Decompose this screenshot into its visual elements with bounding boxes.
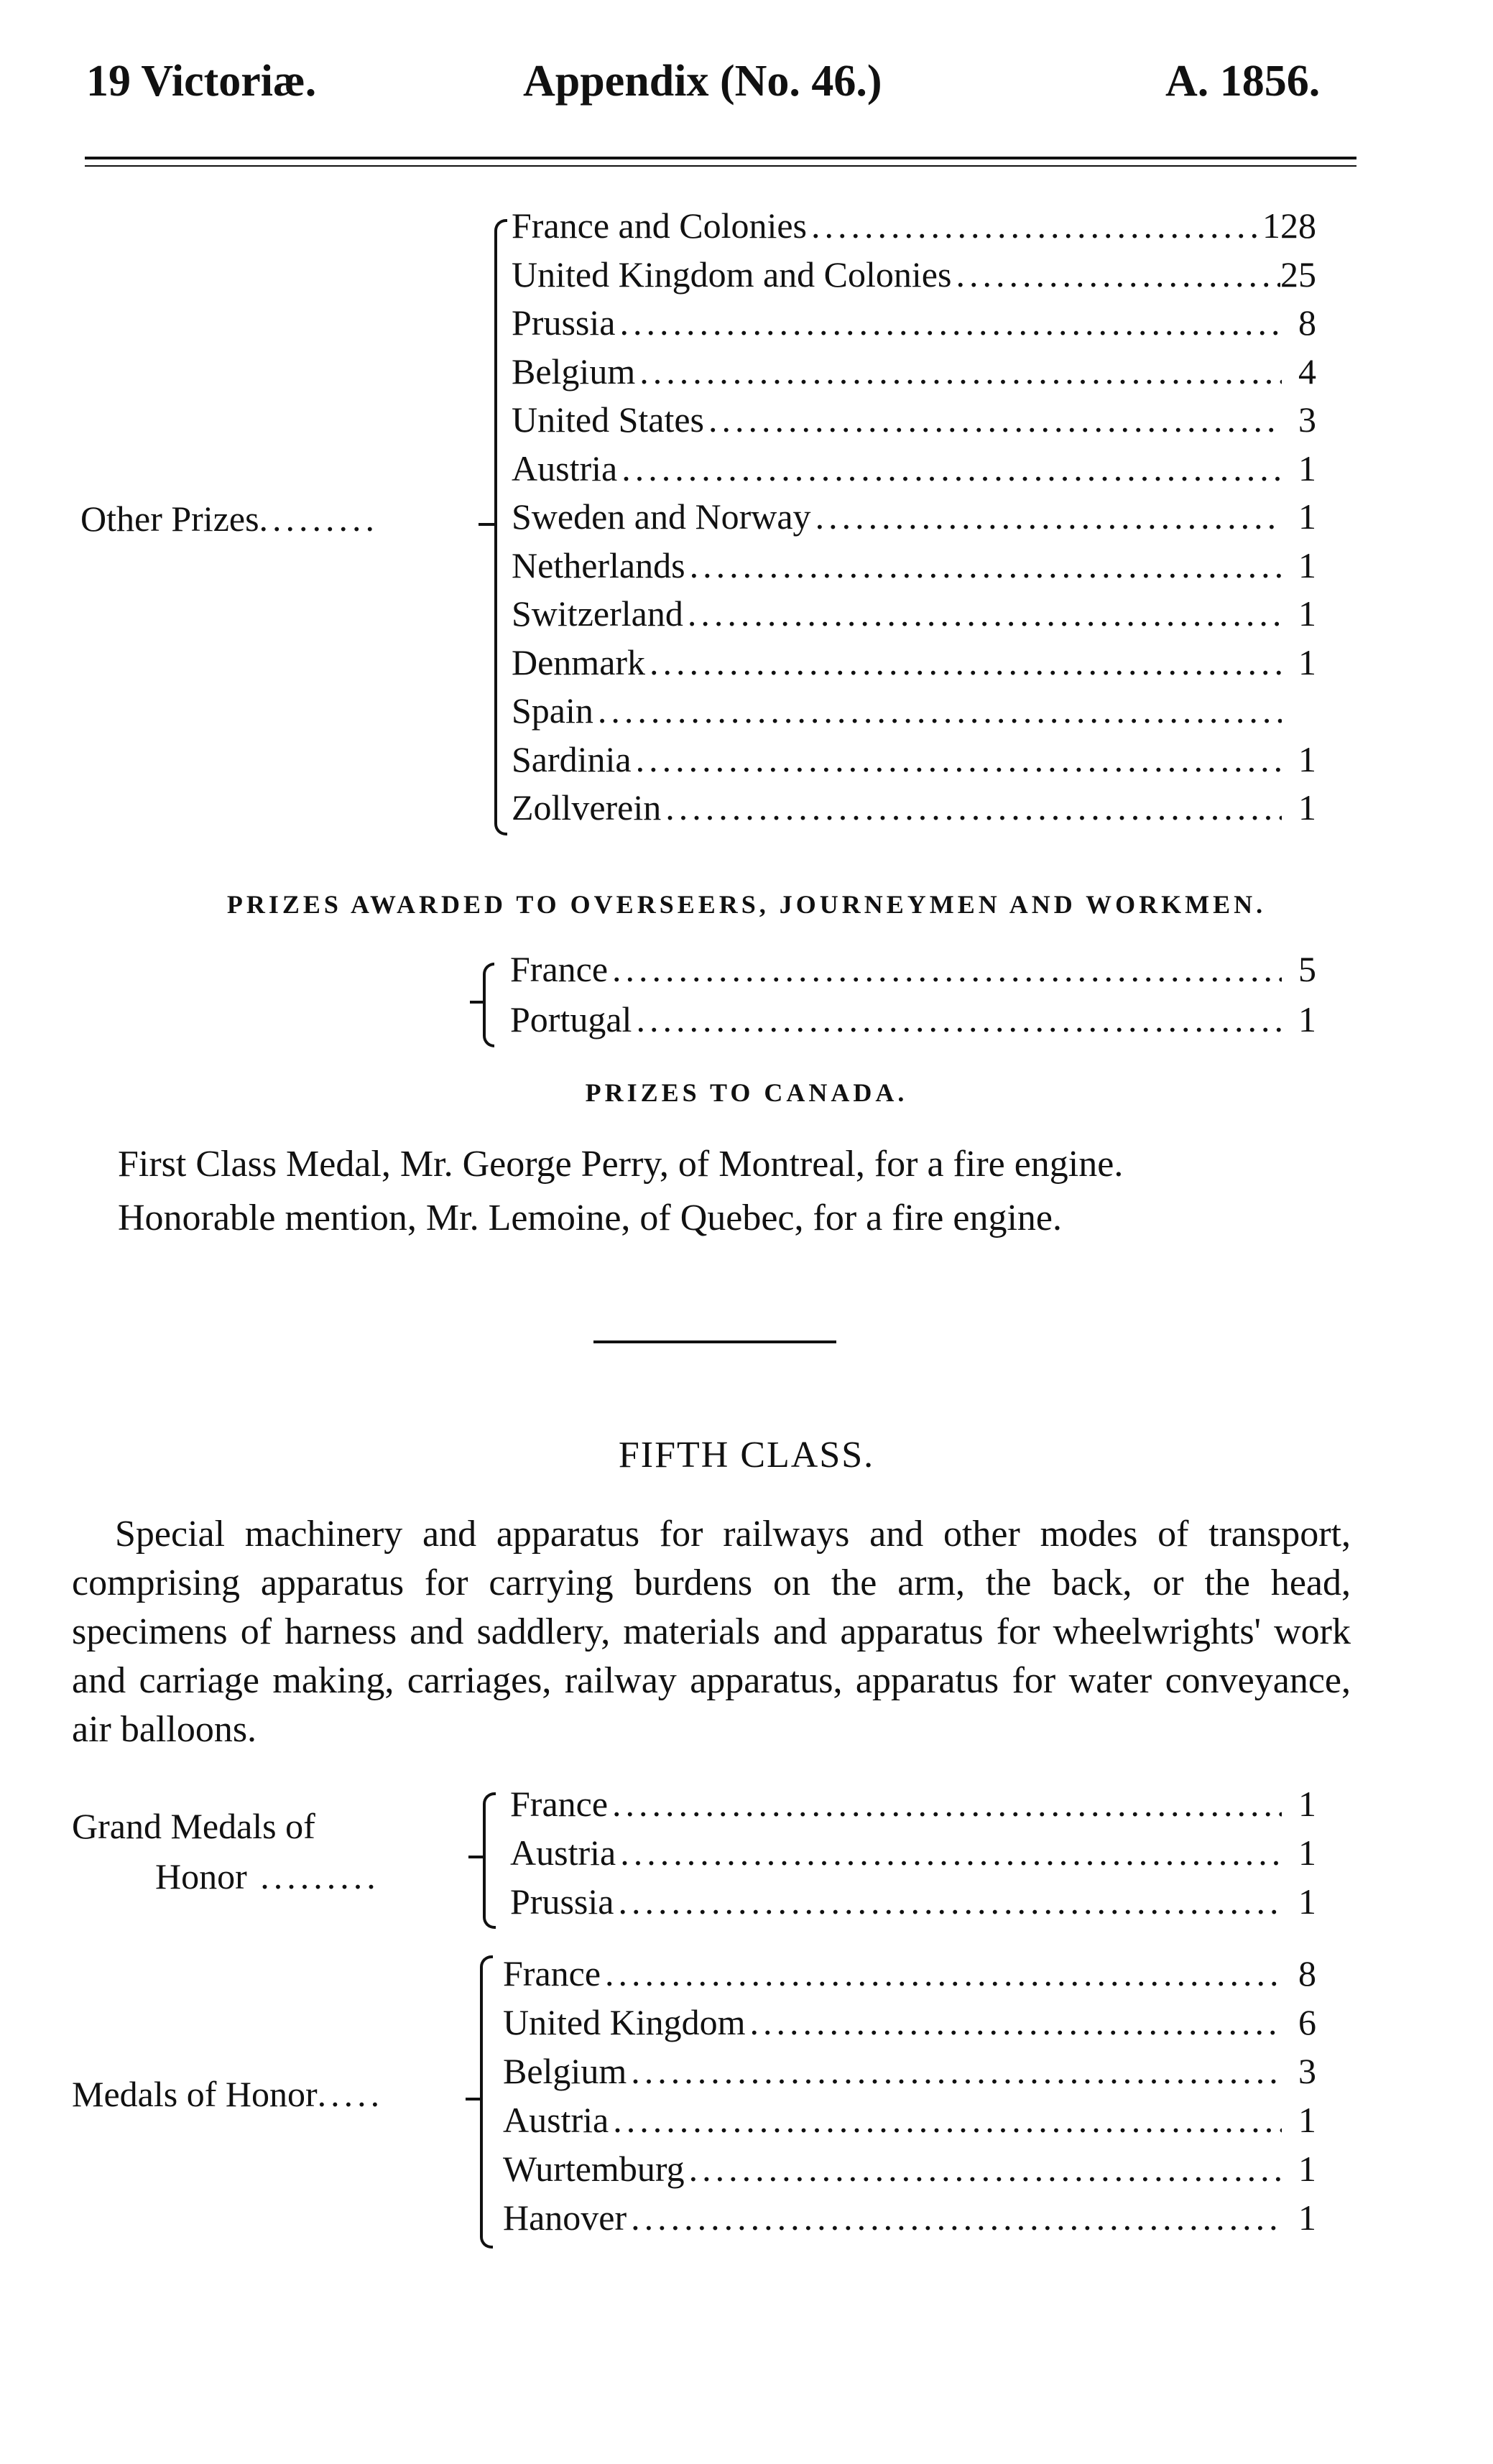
other-prizes-country: Sardinia <box>512 738 632 779</box>
leader-dots <box>683 593 1282 634</box>
other-prizes-row <box>512 302 1316 351</box>
leader-dots <box>617 448 1282 489</box>
other-prizes-row <box>512 496 1316 545</box>
leader-dots <box>811 496 1282 537</box>
medals-of-honor-country: Austria <box>503 2100 609 2140</box>
overseers-count: 1 <box>1298 999 1316 1039</box>
other-prizes-count: 1 <box>1298 787 1316 828</box>
leader-dots <box>627 2197 1282 2238</box>
other-prizes-row <box>512 738 1316 787</box>
other-prizes-country: Belgium <box>512 351 636 392</box>
medals-of-honor-count: 1 <box>1298 2197 1316 2238</box>
running-head-left: 19 Victoriæ. <box>86 57 317 106</box>
leader-dots <box>627 2050 1282 2092</box>
medals-of-honor-country: Wurtemburg <box>503 2149 685 2189</box>
leader-dots <box>807 205 1262 246</box>
other-prizes-count: 3 <box>1298 399 1316 440</box>
leader-dots <box>685 2148 1282 2190</box>
running-head-right: A. 1856. <box>1165 57 1321 106</box>
medals-of-honor-row <box>503 2001 1316 2050</box>
running-head-center: Appendix (No. 46.) <box>523 57 882 106</box>
other-prizes-row <box>512 690 1316 738</box>
leader-dots <box>601 1953 1282 1994</box>
other-prizes-count: 1 <box>1298 545 1316 585</box>
other-prizes-count: 25 <box>1280 254 1316 295</box>
medals-of-honor-brace <box>480 1955 493 2248</box>
other-prizes-row <box>512 545 1316 593</box>
canada-line-1: First Class Medal, Mr. George Perry, of Montreal, for a fire engine. <box>118 1144 1124 1185</box>
medals-of-honor-count: 1 <box>1298 2149 1316 2189</box>
leader-dots <box>704 399 1282 440</box>
medals-of-honor-row <box>503 2148 1316 2197</box>
other-prizes-count: 8 <box>1298 302 1316 343</box>
leader-dots <box>615 302 1282 343</box>
other-prizes-row <box>512 399 1316 448</box>
grand-medals-row <box>510 1783 1316 1832</box>
leader-dots <box>609 2099 1282 2141</box>
other-prizes-country: Sweden and Norway <box>512 496 811 537</box>
grand-medals-brace <box>483 1792 496 1929</box>
other-prizes-count: 1 <box>1298 593 1316 634</box>
grand-medals-row <box>510 1832 1316 1881</box>
other-prizes-country: United States <box>512 399 705 440</box>
medals-of-honor-country: Belgium <box>503 2051 627 2091</box>
other-prizes-country: Prussia <box>512 302 616 343</box>
other-prizes-row <box>512 205 1316 254</box>
medals-of-honor-count: 6 <box>1298 2002 1316 2042</box>
grand-medals-label-line1: Grand Medals of <box>72 1806 315 1846</box>
leader-dots <box>632 999 1282 1040</box>
other-prizes-count: 128 <box>1262 205 1316 246</box>
leader-dots <box>645 642 1282 683</box>
leader-dots <box>661 787 1282 828</box>
other-prizes-row <box>512 787 1316 835</box>
other-prizes-country: Switzerland <box>512 593 683 634</box>
leader-dots <box>685 545 1282 586</box>
overseers-heading: PRIZES AWARDED TO OVERSEERS, JOURNEYMEN AND WORKMEN. <box>226 890 1267 919</box>
leader-dots <box>614 1881 1282 1922</box>
header-rule-top <box>85 157 1356 159</box>
medals-of-honor-row <box>503 2099 1316 2148</box>
overseers-row <box>510 999 1316 1047</box>
canada-line-2: Honorable mention, Mr. Lemoine, of Quebec, for a fire engine. <box>118 1198 1062 1238</box>
leader-dots <box>632 738 1282 780</box>
other-prizes-row <box>512 642 1316 690</box>
medals-of-honor-country: Hanover <box>503 2197 627 2238</box>
overseers-country: France <box>510 949 609 989</box>
other-prizes-count: 1 <box>1298 448 1316 488</box>
other-prizes-country: France and Colonies <box>512 205 808 246</box>
grand-medals-label-line2: Honor <box>155 1856 247 1896</box>
medals-of-honor-row <box>503 1953 1316 2001</box>
other-prizes-row <box>512 448 1316 496</box>
other-prizes-count: 1 <box>1298 642 1316 682</box>
grand-medals-country: Prussia <box>510 1881 614 1922</box>
other-prizes-country: Zollverein <box>512 787 662 828</box>
other-prizes-country: Austria <box>512 448 618 488</box>
overseers-brace <box>483 963 494 1047</box>
grand-medals-country: France <box>510 1784 609 1824</box>
medals-of-honor-count: 1 <box>1298 2100 1316 2140</box>
other-prizes-brace <box>494 219 507 835</box>
leader-dots <box>608 948 1282 990</box>
other-prizes-country: Spain <box>512 690 593 731</box>
header-rule-bottom <box>85 165 1356 167</box>
overseers-count: 5 <box>1298 949 1316 989</box>
leader-dots <box>593 690 1282 731</box>
canada-heading: PRIZES TO CANADA. <box>585 1078 908 1107</box>
leader-dots <box>608 1783 1282 1825</box>
grand-medals-count: 1 <box>1298 1881 1316 1922</box>
other-prizes-count: 4 <box>1298 351 1316 392</box>
leader-dots <box>951 254 1280 295</box>
other-prizes-row <box>512 351 1316 399</box>
grand-medals-count: 1 <box>1298 1784 1316 1824</box>
medals-of-honor-country: United Kingdom <box>503 2002 746 2042</box>
section-divider <box>593 1340 836 1343</box>
fifth-class-description: Special machinery and apparatus for railways and other modes of transport, comprising apparatus for carrying burdens on the arm, the back, or the head, specimens of harness and saddlery, materials and apparatus for wheelwrights' work and carriage making, carriages, railway apparatus, apparatus for water conveyance, air balloons. <box>72 1514 1351 1750</box>
overseers-country: Portugal <box>510 999 632 1039</box>
other-prizes-count: 1 <box>1298 738 1316 779</box>
medals-of-honor-row <box>503 2197 1316 2246</box>
grand-medals-row <box>510 1881 1316 1930</box>
other-prizes-row <box>512 254 1316 302</box>
other-prizes-row <box>512 593 1316 642</box>
medals-of-honor-count: 8 <box>1298 1953 1316 1993</box>
medals-of-honor-label: Medals of Honor <box>72 2074 318 2114</box>
other-prizes-country: Netherlands <box>512 545 685 585</box>
medals-of-honor-country: France <box>503 1953 601 1993</box>
overseers-row <box>510 948 1316 997</box>
grand-medals-count: 1 <box>1298 1833 1316 1873</box>
fifth-class-title: FIFTH CLASS. <box>618 1435 875 1476</box>
leader-dots <box>635 351 1282 392</box>
medals-of-honor-row <box>503 2050 1316 2099</box>
other-prizes-country: Denmark <box>512 642 646 682</box>
other-prizes-count: 1 <box>1298 496 1316 537</box>
other-prizes-country: United Kingdom and Colonies <box>512 254 952 295</box>
medals-of-honor-count: 3 <box>1298 2051 1316 2091</box>
leader-dots <box>616 1832 1282 1874</box>
grand-medals-country: Austria <box>510 1833 616 1873</box>
leader-dots <box>745 2001 1282 2043</box>
other-prizes-label: Other Prizes <box>80 499 259 539</box>
